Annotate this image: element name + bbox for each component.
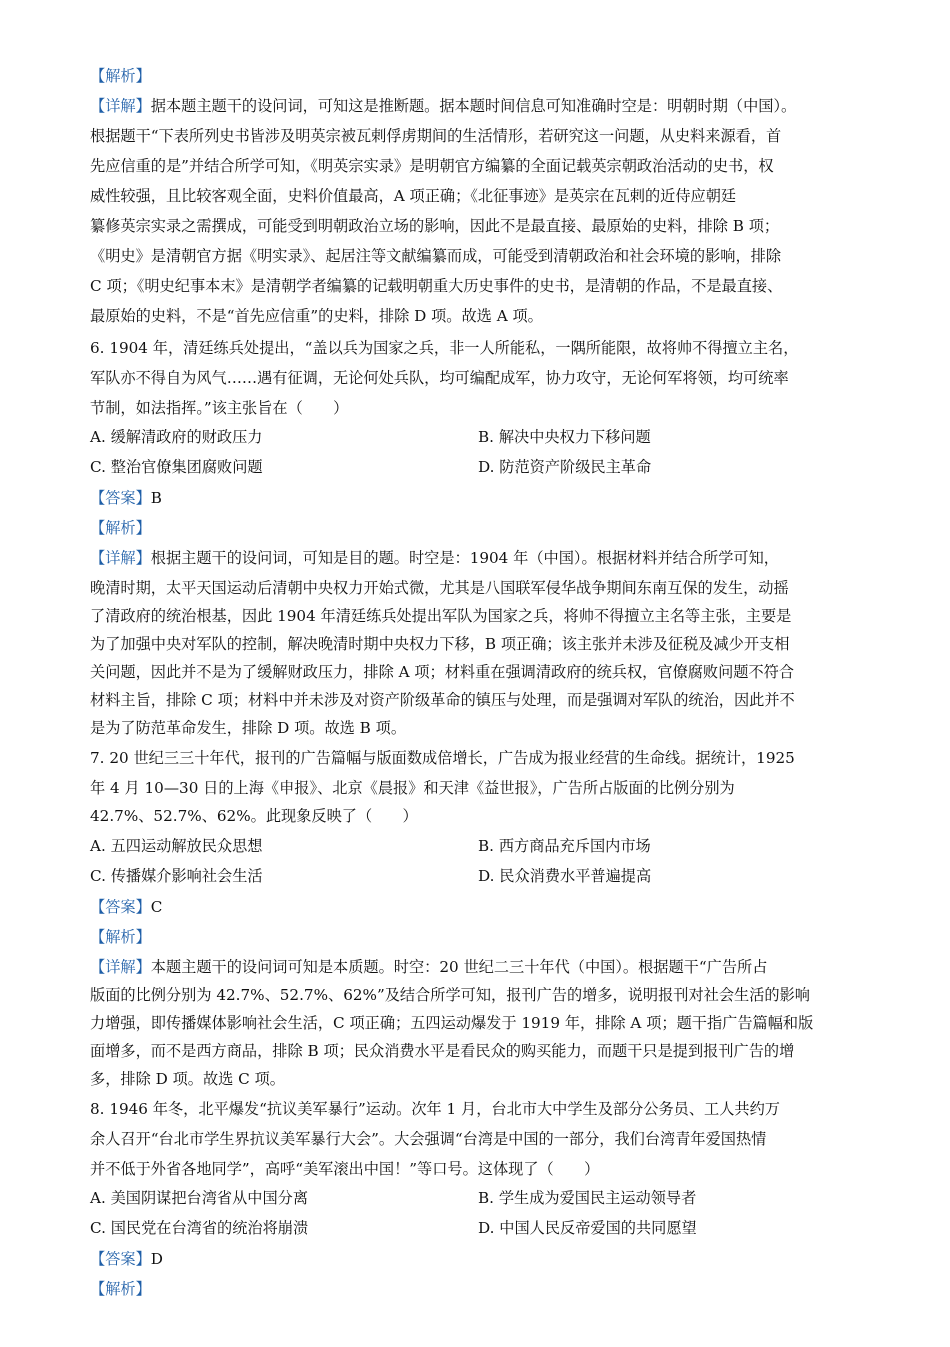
text-line <box>90 1159 599 1179</box>
line-text: C 项；《明史纪事本末》是清朝学者编纂的记载明朝重大历史事件的史书，是清朝的作品，不是最直接、 <box>90 277 783 295</box>
line-text: 节制，如法指挥。”该主张旨在（ ） <box>90 399 349 417</box>
section-tag: 【详解】 <box>90 958 151 976</box>
text-line <box>90 216 779 236</box>
text-line <box>90 306 543 326</box>
text-line <box>90 548 779 568</box>
text-line <box>90 156 774 176</box>
text-line <box>90 96 796 116</box>
text-line <box>90 985 810 1005</box>
answer-option: B. 学生成为爱国民主运动领导者 <box>478 1189 697 1207</box>
text-line <box>90 662 794 682</box>
line-text: 材料主旨，排除 C 项；材料中并未涉及对资产阶级革命的镇压与处理，而是强调对军队的统治，因此并不 <box>90 691 795 709</box>
text-line <box>90 338 798 358</box>
answer-option: C. 整治官僚集团腐败问题 <box>90 458 263 476</box>
section-tag: 【答案】 <box>90 1250 151 1268</box>
text-line <box>90 1279 151 1299</box>
line-text: 6. 1904 年，清廷练兵处提出，“盖以兵为国家之兵，非一人所能私，一隅所能限，故将帅不得擅立主名， <box>90 339 799 357</box>
answer-option: A. 美国阴谋把台湾省从中国分离 <box>90 1189 309 1207</box>
answer-option: D. 防范资产阶级民主革命 <box>478 458 652 476</box>
text-line <box>90 578 789 598</box>
line-text: 威性较强，且比较客观全面，史料价值最高，A 项正确；《北征事迹》是英宗在瓦剌的近侍应朝廷 <box>90 187 737 205</box>
line-text: 据本题主题干的设问词，可知这是推断题。据本题时间信息可知准确时空是：明朝时期（中国）。 <box>150 97 797 115</box>
text-line <box>90 748 795 768</box>
line-text: 本题主题干的设问词可知是本质题。时空：20 世纪二三十年代（中国）。根据题干“广告所占 <box>150 958 768 976</box>
text-line <box>90 186 736 206</box>
line-text: B <box>150 489 162 507</box>
section-tag: 【详解】 <box>90 97 151 115</box>
section-tag: 【详解】 <box>90 549 151 567</box>
section-tag: 【解析】 <box>90 928 151 946</box>
line-text: 是为了防范革命发生，排除 D 项。故选 B 项。 <box>90 719 407 737</box>
text-line <box>90 368 789 388</box>
text-line <box>90 806 418 826</box>
answer-option: B. 西方商品充斥国内市场 <box>478 837 651 855</box>
text-line <box>90 398 348 418</box>
answer-option: A. 缓解清政府的财政压力 <box>90 428 263 446</box>
section-tag: 【解析】 <box>90 1280 151 1298</box>
answer-option: C. 传播媒介影响社会生活 <box>90 867 263 885</box>
answer-option: A. 五四运动解放民众思想 <box>90 837 263 855</box>
section-tag: 【答案】 <box>90 898 151 916</box>
text-line <box>90 927 151 947</box>
text-line <box>90 1041 794 1061</box>
text-line <box>90 690 795 710</box>
section-tag: 【答案】 <box>90 489 151 507</box>
line-text: 晚清时期，太平天国运动后清朝中央权力开始式微，尤其是八国联军侵华战争期间东南互保的发生，动摇 <box>90 579 789 597</box>
line-text: 纂修英宗实录之需撰成，可能受到明朝政治立场的影响，因此不是最直接、最原始的史料，排除 B 项； <box>90 217 780 235</box>
text-line <box>90 488 162 508</box>
line-text: 多，排除 D 项。故选 C 项。 <box>90 1070 285 1088</box>
text-line <box>90 897 162 917</box>
text-line <box>90 778 735 798</box>
line-text: 根据题干“下表所列史书皆涉及明英宗被瓦剌俘虏期间的生活情形，若研究这一问题，从史料来源看，首 <box>90 127 782 145</box>
line-text: 面增多，而不是西方商品，排除 B 项；民众消费水平是看民众的购买能力，而题干只是提到报刊广告的增 <box>90 1042 795 1060</box>
line-text: 年 4 月 10—30 日的上海《申报》、北京《晨报》和天津《益世报》，广告所占版面的比例分别为 <box>90 779 735 797</box>
text-line <box>90 1099 780 1119</box>
answer-option: B. 解决中央权力下移问题 <box>478 428 651 446</box>
text-line <box>90 126 781 146</box>
text-line <box>90 1129 766 1149</box>
section-tag: 【解析】 <box>90 67 151 85</box>
text-line <box>90 634 789 654</box>
answer-option: C. 国民党在台湾省的统治将崩溃 <box>90 1219 309 1237</box>
line-text: 为了加强中央对军队的控制，解决晚清时期中央权力下移，B 项正确；该主张并未涉及征税及减少开支相 <box>90 635 790 653</box>
line-text: C <box>150 898 163 916</box>
line-text: 《明史》是清朝官方据《明实录》、起居注等文献编纂而成，可能受到清朝政治和社会环境的影响，排除 <box>90 247 782 265</box>
line-text: 军队亦不得自为风气……遇有征调，无论何处兵队，均可编配成军，协力攻守，无论何军将领，均可统率 <box>90 369 789 387</box>
answer-option: D. 民众消费水平普遍提高 <box>478 867 652 885</box>
line-text: 版面的比例分别为 42.7%、52.7%、62%”及结合所学可知，报刊广告的增多，说明报刊对社会生活的影响 <box>90 986 810 1004</box>
line-text: 并不低于外省各地同学”，高呼“美军滚出中国！”等口号。这体现了（ ） <box>90 1160 600 1178</box>
line-text: 先应信重的是”并结合所学可知，《明英宗实录》是明朝官方编纂的全面记载英宗朝政治活动的史书，权 <box>90 157 774 175</box>
text-line <box>90 957 767 977</box>
line-text: 了清政府的统治根基，因此 1904 年清廷练兵处提出军队为国家之兵，将帅不得擅立主名等主张，主要是 <box>90 607 792 625</box>
line-text: 42.7%、52.7%、62%。此现象反映了（ ） <box>90 807 418 825</box>
text-line <box>90 1069 285 1089</box>
line-text: 根据主题干的设问词，可知是目的题。时空是：1904 年（中国）。根据材料并结合所学可知， <box>150 549 779 567</box>
line-text: 关问题，因此并不是为了缓解财政压力，排除 A 项；材料重在强调清政府的统兵权，官僚腐败问题不符合 <box>90 663 795 681</box>
text-line <box>90 1013 813 1033</box>
section-tag: 【解析】 <box>90 519 151 537</box>
text-line <box>90 718 406 738</box>
answer-option: D. 中国人民反帝爱国的共同愿望 <box>478 1219 697 1237</box>
text-line <box>90 518 151 538</box>
text-line <box>90 1249 163 1269</box>
text-line <box>90 66 151 86</box>
line-text: 最原始的史料，不是“首先应信重”的史料，排除 D 项。故选 A 项。 <box>90 307 543 325</box>
line-text: 7. 20 世纪三三十年代，报刊的广告篇幅与版面数成倍增长，广告成为报业经营的生命线。据统计，1925 <box>90 749 795 767</box>
text-line <box>90 276 782 296</box>
text-line <box>90 606 791 626</box>
line-text: 力增强，即传播媒体影响社会生活，C 项正确；五四运动爆发于 1919 年，排除 A 项；题干指广告篇幅和版 <box>90 1014 814 1032</box>
text-line <box>90 246 781 266</box>
line-text: 余人召开“台北市学生界抗议美军暴行大会”。大会强调“台湾是中国的一部分，我们台湾青年爱国热情 <box>90 1130 767 1148</box>
line-text: D <box>150 1250 163 1268</box>
line-text: 8. 1946 年冬，北平爆发“抗议美军暴行”运动。次年 1 月，台北市大中学生及部分公务员、工人共约万 <box>90 1100 780 1118</box>
